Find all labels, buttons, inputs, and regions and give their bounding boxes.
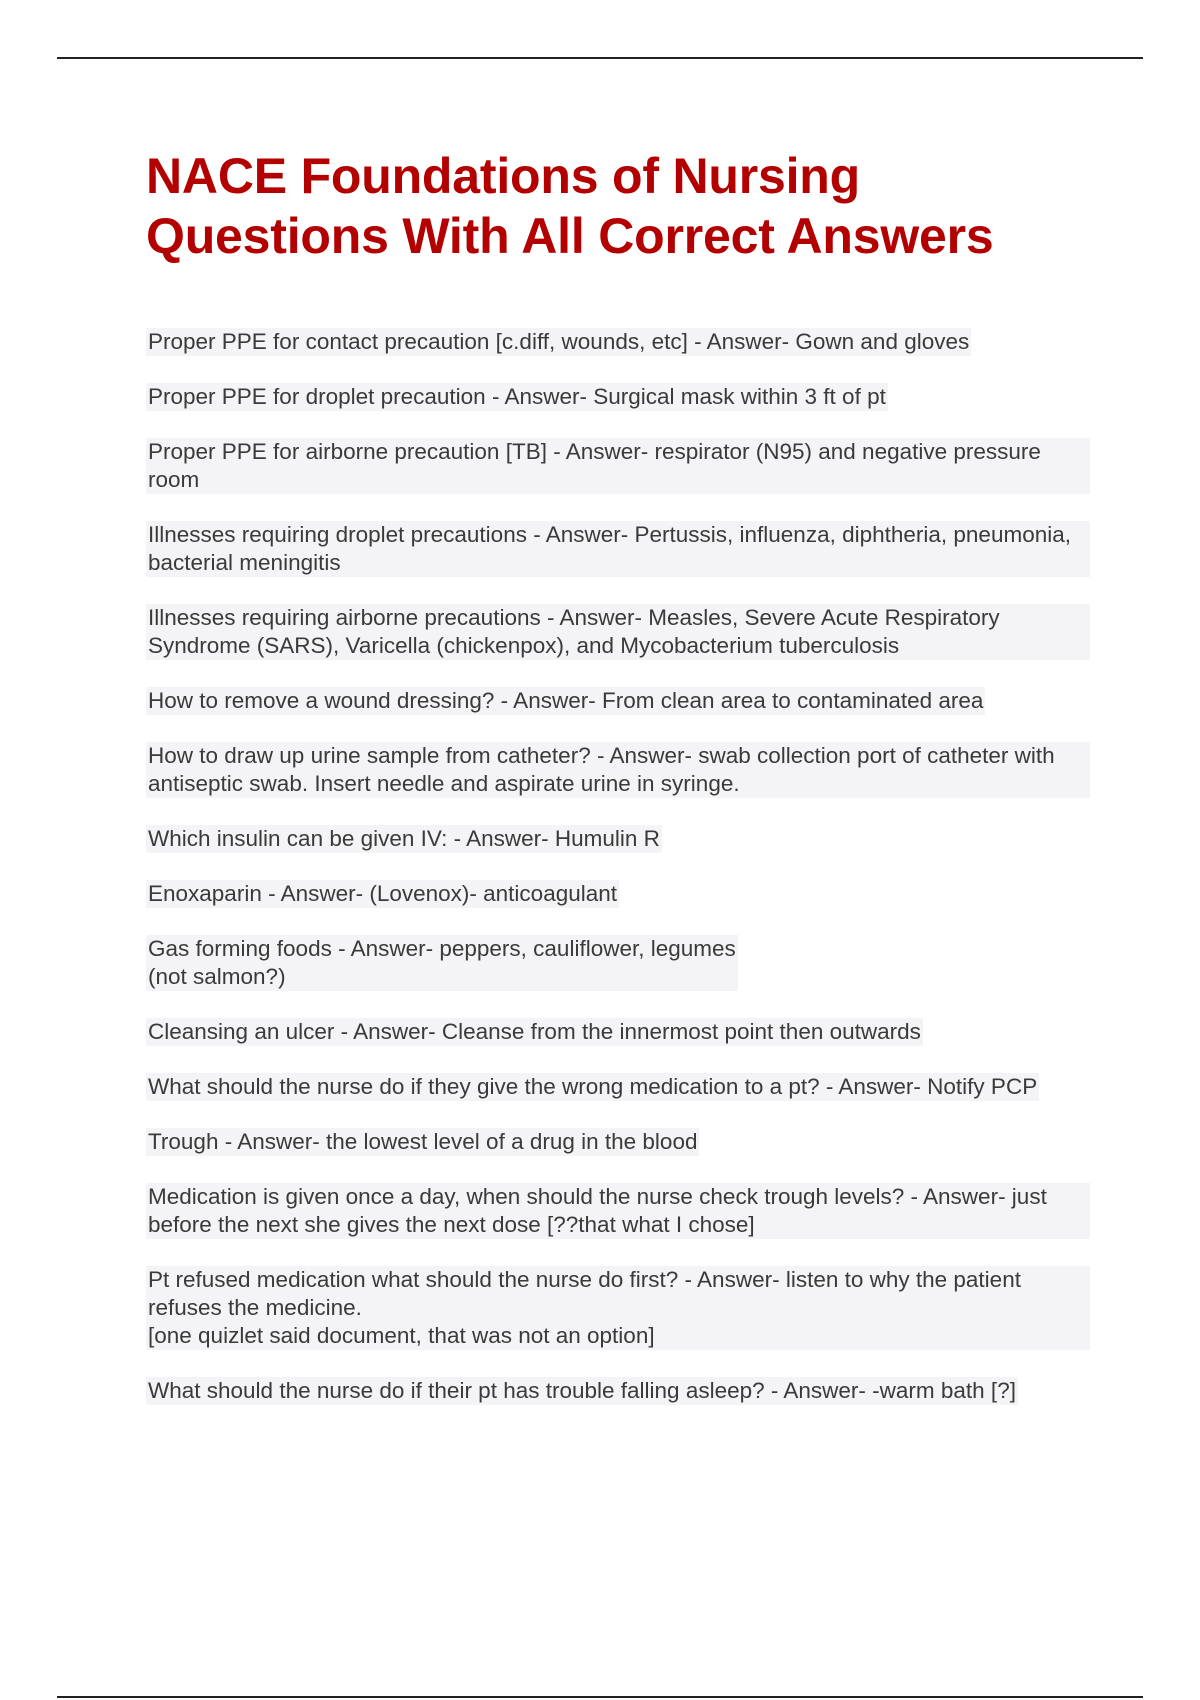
qa-item: Medication is given once a day, when should the nurse check trough levels? - Answer- just before the next she gives the next dose [??that what I chose] bbox=[146, 1183, 1090, 1239]
document-title: NACE Foundations of Nursing Questions With All Correct Answers bbox=[146, 148, 994, 264]
qa-item: Cleansing an ulcer - Answer- Cleanse from the innermost point then outwards bbox=[148, 1019, 921, 1044]
top-rule bbox=[57, 57, 1143, 59]
qa-list bbox=[146, 328, 1096, 1405]
qa-item: What should the nurse do if their pt has trouble falling asleep? - Answer- -warm bath [?] bbox=[148, 1378, 1016, 1403]
document-body bbox=[146, 146, 1096, 1432]
qa-item: Illnesses requiring airborne precautions - Answer- Measles, Severe Acute Respiratory Syndrome (SARS), Varicella (chickenpox), and Mycobacterium tuberculosis bbox=[146, 604, 1090, 660]
qa-item: Proper PPE for contact precaution [c.diff, wounds, etc] - Answer- Gown and gloves bbox=[148, 329, 970, 354]
qa-item: What should the nurse do if they give the wrong medication to a pt? - Answer- Notify PCP bbox=[148, 1074, 1038, 1099]
qa-item: Proper PPE for airborne precaution [TB] - Answer- respirator (N95) and negative pressure room bbox=[146, 438, 1090, 494]
bottom-rule bbox=[57, 1696, 1143, 1698]
qa-item: How to remove a wound dressing? - Answer- From clean area to contaminated area bbox=[148, 688, 984, 713]
qa-item: Proper PPE for droplet precaution - Answer- Surgical mask within 3 ft of pt bbox=[148, 384, 886, 409]
qa-item: Enoxaparin - Answer- (Lovenox)- anticoagulant bbox=[148, 881, 618, 906]
qa-item: Pt refused medication what should the nurse do first? - Answer- listen to why the patient refuses the medicine. [one quizlet said document, that was not an option] bbox=[146, 1266, 1090, 1350]
qa-item: Gas forming foods - Answer- peppers, cauliflower, legumes (not salmon?) bbox=[148, 936, 736, 989]
qa-item: How to draw up urine sample from catheter? - Answer- swab collection port of catheter with antiseptic swab. Insert needle and aspirate urine in syringe. bbox=[146, 742, 1090, 798]
qa-item: Trough - Answer- the lowest level of a drug in the blood bbox=[148, 1129, 698, 1154]
qa-item: Illnesses requiring droplet precautions - Answer- Pertussis, influenza, diphtheria, pneumonia, bacterial meningitis bbox=[146, 521, 1090, 577]
qa-item: Which insulin can be given IV: - Answer- Humulin R bbox=[148, 826, 660, 851]
